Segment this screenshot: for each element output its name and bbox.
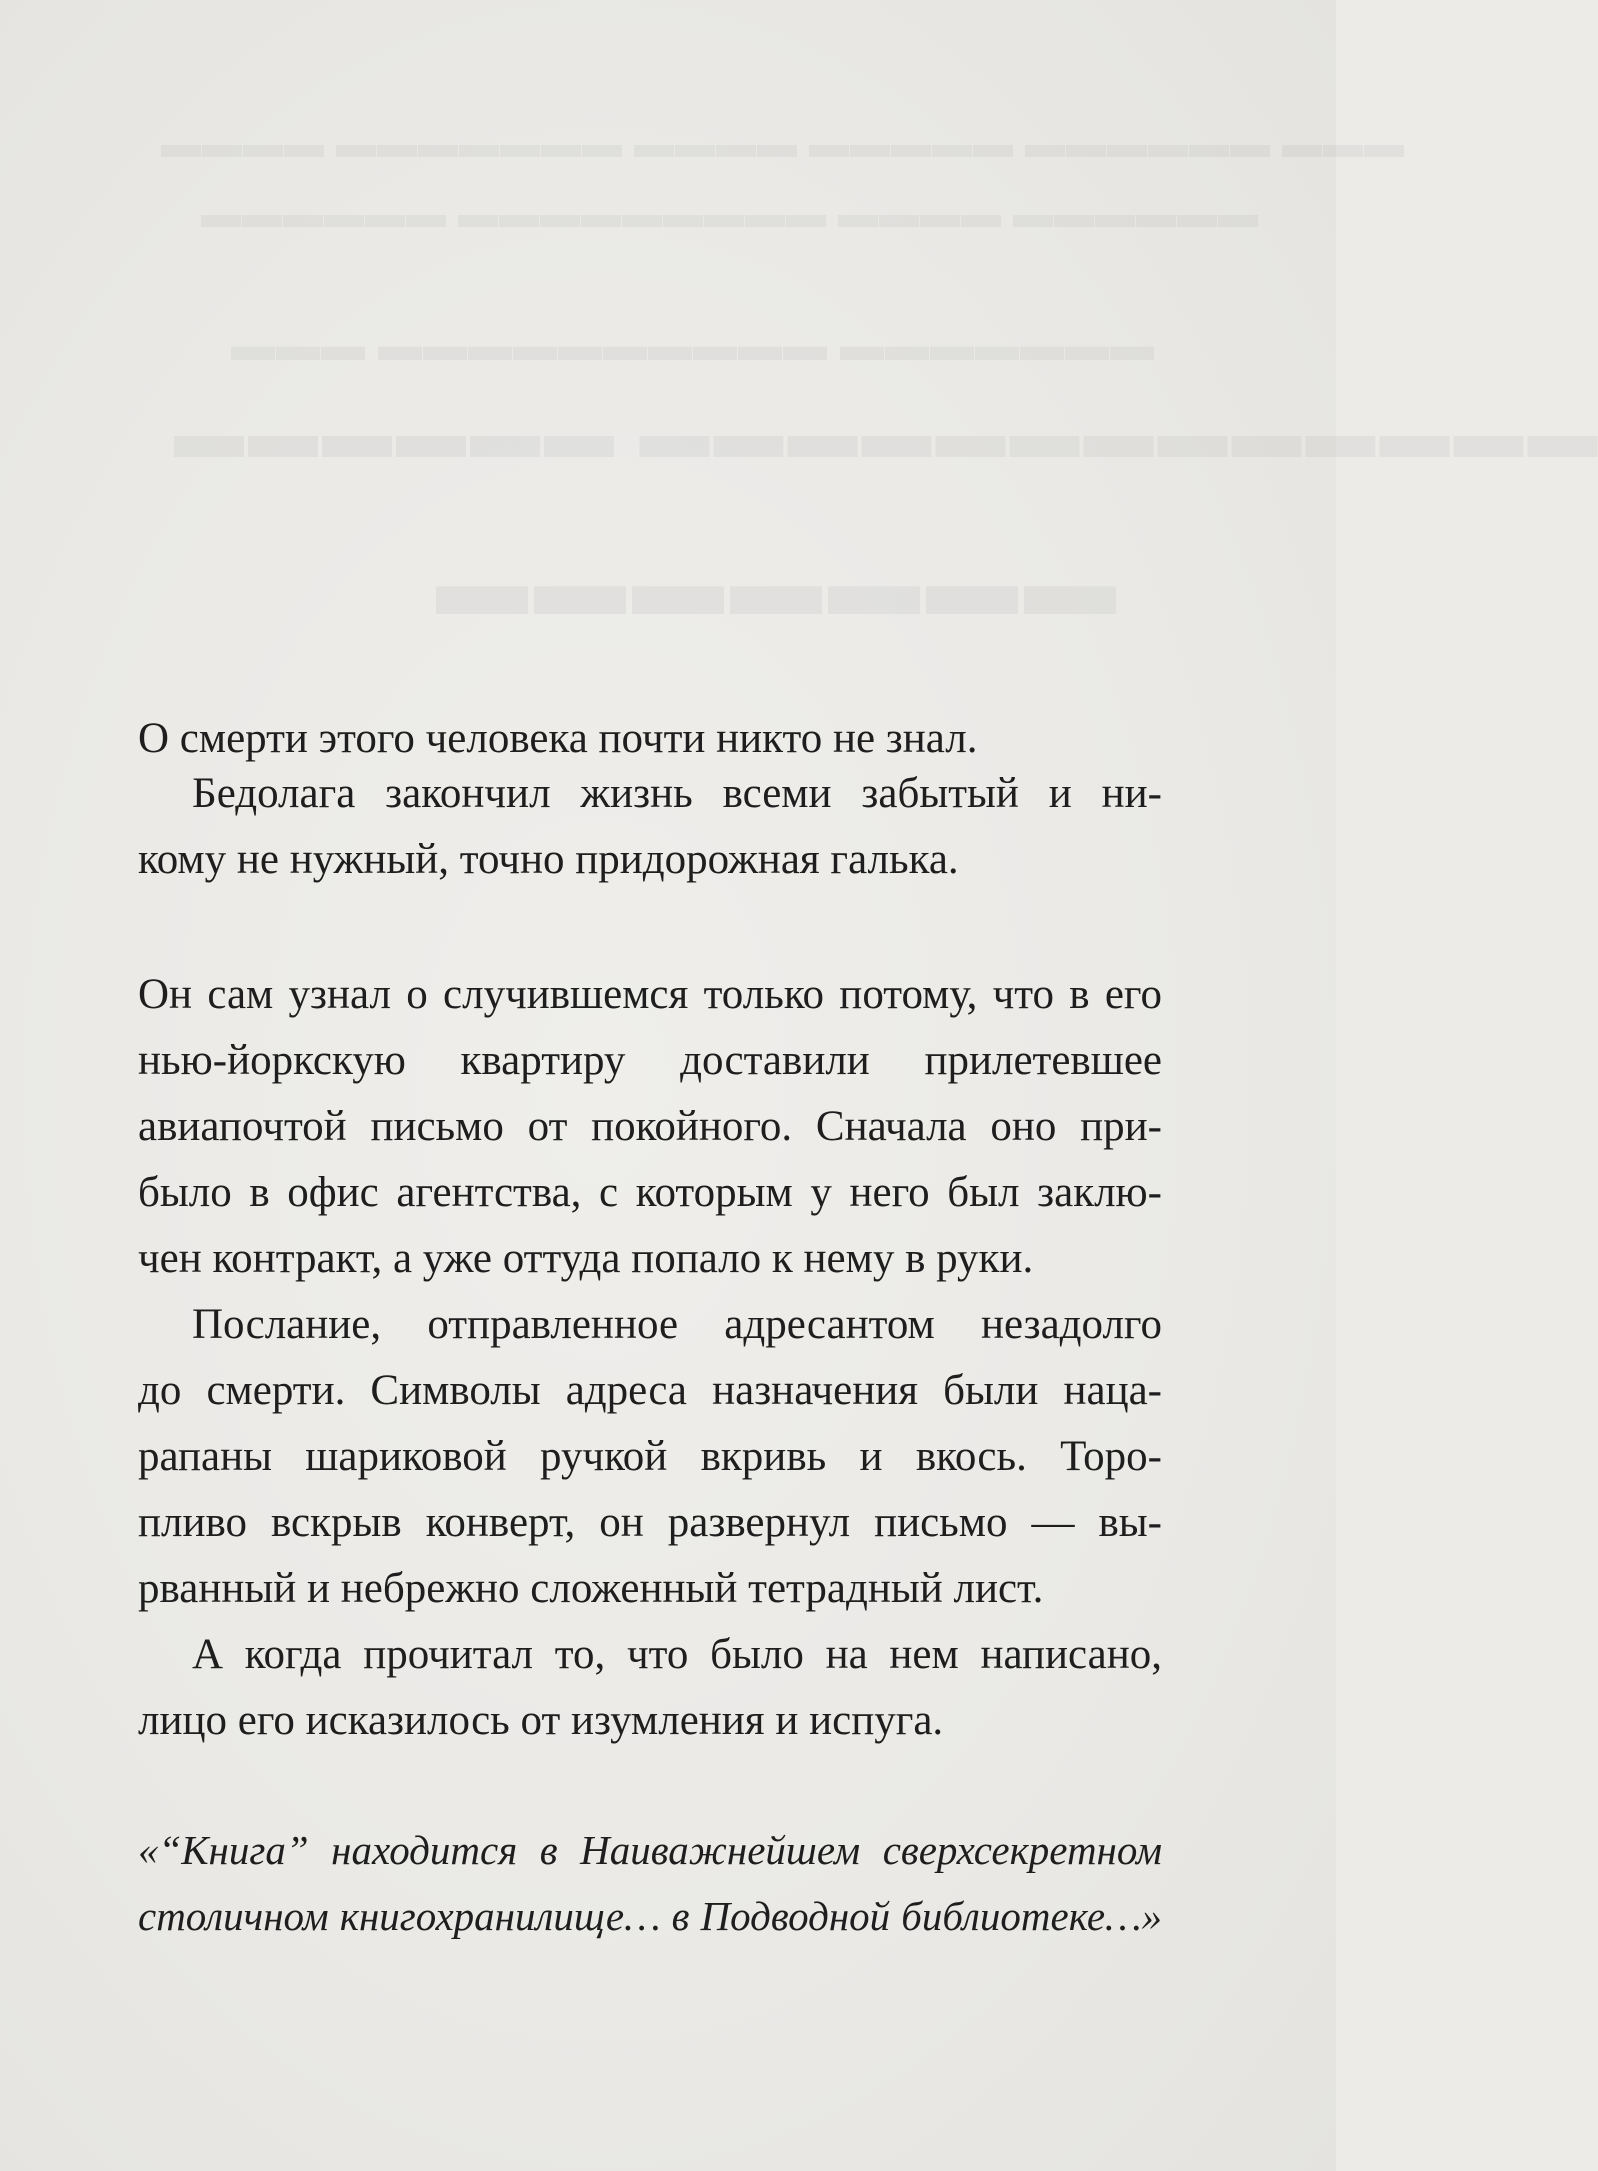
quote-line: «“Книга” находится в Наиважнейшем сверхсекретном <box>138 1827 1162 1873</box>
show-through-texture: ▬▬▬▬▬▬▬▬▬▬▬▬▬ ▬▬▬▬▬▬ <box>170 396 1598 473</box>
text-line: лицо его исказилось от изумления и испуга. <box>138 1697 944 1744</box>
letter-quote <box>138 1817 1162 1949</box>
show-through-texture: ▬▬▬▬▬▬▬ ▬▬▬▬▬▬▬▬▬▬ ▬▬▬ <box>230 321 1154 370</box>
text-line: было в офис агентства, с которым у него был заклю- <box>138 1169 1162 1216</box>
text-line: рапаны шариковой ручкой вкривь и вкось. Торо- <box>138 1433 1162 1480</box>
text-line: чен контракт, а уже оттуда попало к нему в руки. <box>138 1235 1034 1282</box>
text-line: нью-йоркскую квартиру доставили прилетевшее <box>138 1037 1162 1084</box>
text-line: до смерти. Символы адреса назначения были наца- <box>138 1367 1162 1414</box>
text-line: Послание, отправленное адресантом незадолго <box>192 1301 1162 1348</box>
text-line: А когда прочитал то, что было на нем написано, <box>192 1631 1162 1678</box>
text-line: Бедолага закончил жизнь всеми забытый и ни- <box>192 770 1162 817</box>
text-line: пливо вскрыв конверт, он развернул письмо — вы- <box>138 1499 1162 1546</box>
show-through-texture: ▬▬▬▬▬▬ ▬▬▬▬ ▬▬▬▬▬▬▬▬▬ ▬▬▬▬▬▬ <box>200 191 1258 236</box>
show-through-texture: ▬▬▬ ▬▬▬▬▬▬ ▬▬▬▬▬ ▬▬▬▬ ▬▬▬▬▬▬▬ ▬▬▬▬ <box>160 121 1404 166</box>
text-line: Он сам узнал о случившемся только потому, что в его <box>138 971 1162 1018</box>
paragraph-5 <box>138 1622 1162 1754</box>
text-line: авиапочтой письмо от покойного. Сначала оно при- <box>138 1103 1162 1150</box>
show-through-texture: ▬▬▬▬▬▬▬ <box>430 532 1116 634</box>
paragraph-4 <box>138 1292 1162 1622</box>
quote-line: столичном книгохранилище… в Подводной библиотеке…» <box>138 1893 1162 1939</box>
text-line: рванный и небрежно сложенный тетрадный лист. <box>138 1565 1044 1612</box>
paragraph-3 <box>138 962 1162 1292</box>
text-line: О смерти этого человека почти никто не знал. <box>138 715 978 762</box>
paragraph-2 <box>138 761 1162 893</box>
text-line: кому не нужный, точно придорожная галька. <box>138 836 959 883</box>
